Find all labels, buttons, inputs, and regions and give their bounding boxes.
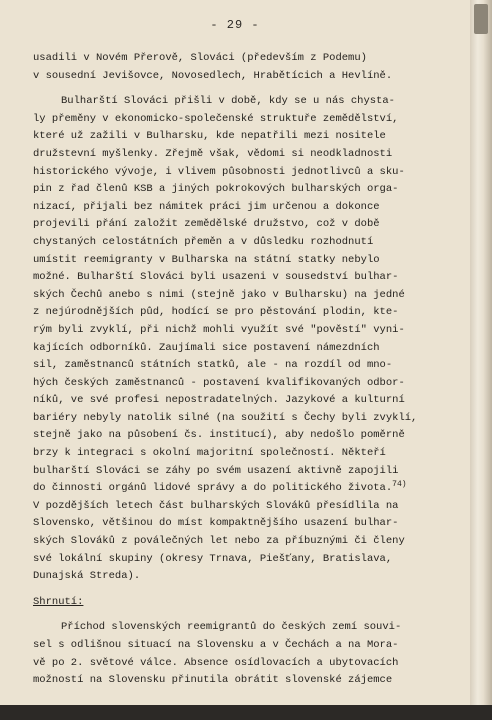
text-line: umístit reemigranty v Bulharska na státní statky nebylo xyxy=(33,253,380,266)
text-line: vě po 2. světové válce. Absence osídlovacích a ubytovacích xyxy=(33,656,399,669)
text-line: V pozdějších letech část bulharských Slováků přesídlila na xyxy=(33,499,399,512)
scan-border xyxy=(0,705,492,720)
paragraph-1 xyxy=(33,50,453,85)
text-line: chystaných celostátních přeměn a v důsledku rozhodnutí xyxy=(33,235,374,248)
paragraph-2 xyxy=(33,93,453,586)
page-stack-edge xyxy=(470,0,492,705)
text-line: brzy k integraci s okolní majoritní společností. Někteří xyxy=(33,447,386,460)
text-line: ly přeměny v ekonomicko-společenské struktuře zemědělství, xyxy=(33,112,399,125)
text-line-content: do činnosti orgánů lidové správy a do politického života. xyxy=(33,482,393,495)
text-line: bariéry nebyly natolik silné (na soužití s Čechy byli zvyklí, xyxy=(33,411,418,424)
text-line: nizací, přijali bez námitek práci jim určenou a dokonce xyxy=(33,200,380,213)
text-line: Dunajská Streda). xyxy=(33,570,141,583)
text-line: družstevní myšlenky. Zřejmě však, vědomi si neodkladnosti xyxy=(33,147,393,160)
text-line: ských Čechů anebo s nimi (stejně jako v Bulharsku) na jedné xyxy=(33,288,405,301)
text-line: kajících odborníků. Zaujímali sice postavení námezdních xyxy=(33,341,380,354)
text-line: historického vývoje, i vlivem působnosti jednotlivců a sku- xyxy=(33,165,405,178)
text-line: v sousední Jevišovce, Novosedlech, Hrabětícich a Hevlíně. xyxy=(33,69,393,82)
text-line: bulharští Slováci se záhy po svém usazení aktivně zapojili xyxy=(33,464,399,477)
body-text xyxy=(33,50,453,690)
text-line: možné. Bulharští Slováci byli usazeni v sousedství bulhar- xyxy=(33,271,399,284)
section-heading: Shrnutí: xyxy=(33,595,84,608)
text-line: projevili přání založit zemědělské družstvo, což v době xyxy=(33,218,380,231)
text-line: Příchod slovenských reemigrantů do českých zemí souvi- xyxy=(61,621,402,634)
text-line: Bulharští Slováci přišli v době, kdy se u nás chysta- xyxy=(61,95,395,108)
text-line: stejně jako na působení čs. institucí), aby nedošlo poměrně xyxy=(33,429,405,442)
text-line: které už zažili v Bulharsku, kde nepatřili mezi nositele xyxy=(33,130,386,143)
text-line: usadili v Novém Přerově, Slováci (především z Podemu) xyxy=(33,52,367,64)
text-line: pin z řad členů KSB a jiných pokrokových bulharských orga- xyxy=(33,183,399,196)
text-line: Slovensko, většinou do míst kompaktnějšího usazení bulhar- xyxy=(33,517,399,530)
footnote-marker: 74) xyxy=(392,480,407,490)
text-line: sil, zaměstnanců státních statků, ale - na rozdíl od mno- xyxy=(33,359,393,372)
text-line: níků, ve své profesi nepostradatelných. Jazykové a kulturní xyxy=(33,394,405,407)
text-line: z nejúrodnějších půd, hodící se pro pěstování plodin, kte- xyxy=(33,306,399,319)
text-line: hých českých zaměstnanců - postavení kvalifikovaných odbor- xyxy=(33,376,405,389)
text-line: možností na Slovensku přinutila obrátit slovenské zájemce xyxy=(33,674,393,687)
text-line: sel s odlišnou situací na Slovensku a v Čechách a na Mora- xyxy=(33,639,399,651)
text-line: ských Slováků z poválečných let nebo za příbuznými či členy xyxy=(33,535,405,548)
page-number: - 29 - xyxy=(210,18,260,32)
paragraph-3 xyxy=(33,619,453,689)
text-line: své lokální skupiny (okresy Trnava, Piešťany, Bratislava, xyxy=(33,552,393,565)
text-line: rým byli zvyklí, při nichž mohli využít své "pověstí" vyni- xyxy=(33,323,405,336)
binder-tab xyxy=(474,4,488,34)
text-line xyxy=(33,480,453,498)
